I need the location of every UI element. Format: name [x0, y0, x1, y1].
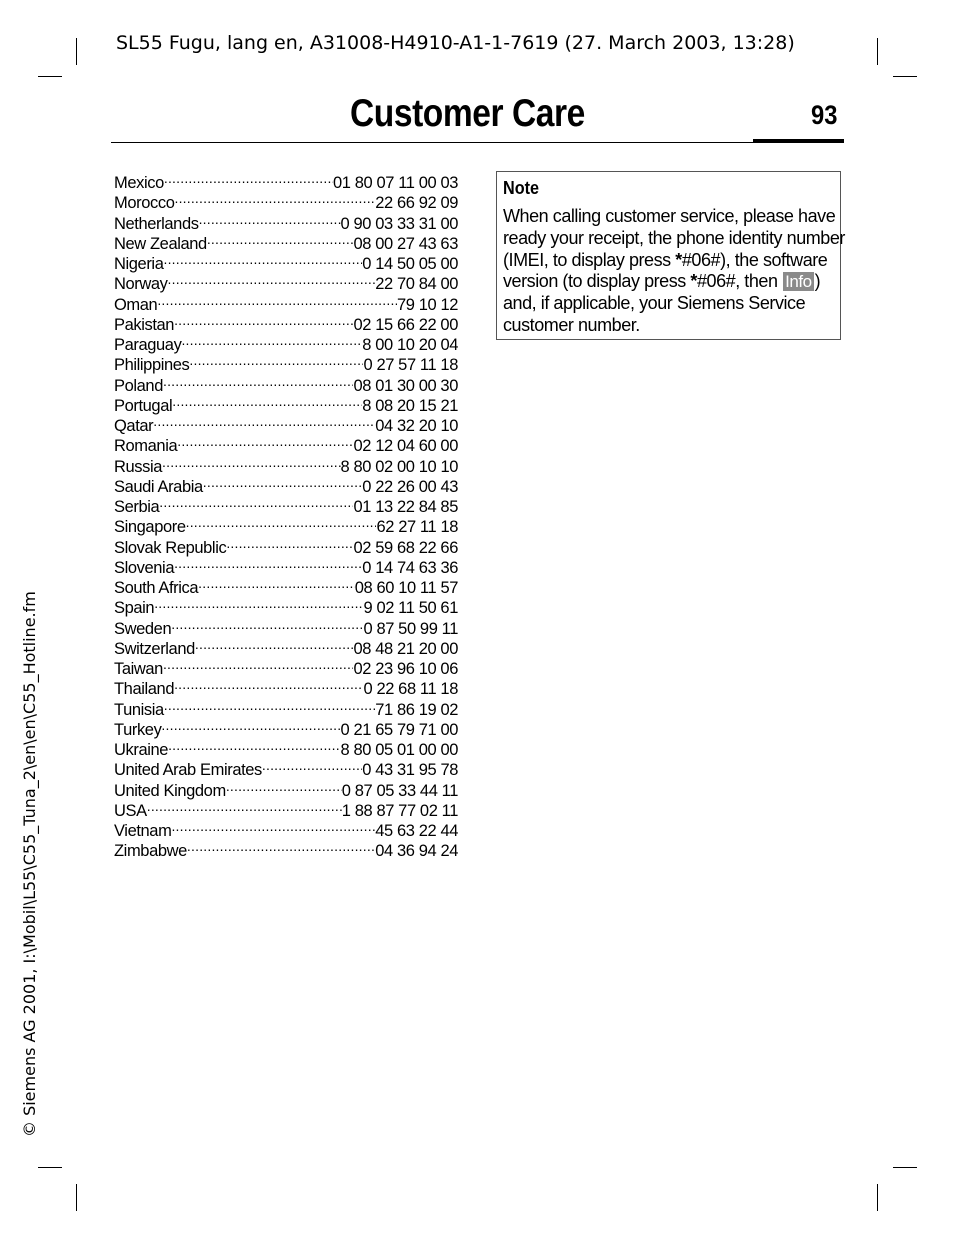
hotline-number: 45 63 22 44 — [375, 822, 458, 840]
dot-leader — [199, 209, 341, 229]
hotline-number: 9 02 11 50 61 — [363, 599, 458, 618]
hotline-country: Turkey — [114, 720, 162, 739]
star-key: * — [675, 249, 682, 270]
hotline-country: Netherlands — [114, 214, 199, 233]
hotline-country: USA — [114, 801, 147, 820]
document-meta-line: SL55 Fugu, lang en, A31008-H4910-A1-1-7619 (27. March 2003, 13:28) — [116, 32, 795, 54]
dot-leader — [203, 472, 362, 492]
note-title: Note — [503, 178, 539, 198]
hotline-number: 0 14 74 63 36 — [362, 558, 458, 577]
hotline-country: Switzerland — [114, 639, 195, 658]
hotline-country: Tunisia — [114, 700, 164, 719]
dot-leader — [161, 715, 340, 735]
hotline-number: 02 23 96 10 06 — [353, 660, 458, 678]
hotline-number: 02 15 66 22 00 — [353, 315, 458, 334]
dot-leader — [189, 350, 363, 370]
hotline-number: 02 12 04 60 00 — [353, 437, 458, 456]
hotline-country: Norway — [114, 275, 168, 294]
hotline-country: Singapore — [114, 518, 186, 537]
dot-leader — [262, 755, 362, 775]
hotline-country: Thailand — [114, 680, 175, 699]
hotline-number: 79 10 12 — [396, 295, 458, 314]
hotline-country: Philippines — [114, 356, 190, 375]
hotline-number: 0 22 68 11 18 — [363, 680, 458, 699]
info-softkey: Info — [785, 272, 812, 292]
page-title: Customer Care — [350, 92, 585, 135]
hotline-country: Mexico — [114, 174, 164, 192]
hotline-country: Morocco — [114, 194, 175, 213]
hotline-country: Slovak Republic — [114, 538, 227, 557]
hotline-country: Serbia — [114, 498, 160, 516]
note-text-part: #06#), the software version (to display press — [503, 249, 828, 292]
page-number: 93 — [811, 100, 838, 130]
dot-leader — [226, 776, 342, 796]
hotline-country: Sweden — [114, 619, 172, 638]
hotline-country: Zimbabwe — [114, 842, 187, 861]
hotline-country: Poland — [114, 376, 163, 395]
hotline-number: 0 87 50 99 11 — [363, 619, 458, 638]
hotline-country: Romania — [114, 437, 178, 456]
dot-leader — [172, 391, 362, 411]
hotline-number: 0 27 57 11 18 — [363, 356, 458, 375]
side-copyright-path: © Siemens AG 2001, I:\Mobil\L55\C55_Tuna_2\en\en\C55_Hotline.fm — [20, 591, 39, 1137]
hotline-country: Taiwan — [114, 660, 163, 678]
hotline-number: 8 00 10 20 04 — [362, 336, 458, 354]
hotline-row — [114, 168, 458, 192]
hotline-country: Russia — [114, 457, 163, 476]
title-rule — [111, 142, 753, 143]
hotline-number: 71 86 19 02 — [375, 700, 458, 719]
hotline-country: Portugal — [114, 396, 173, 415]
hotline-country: Paraguay — [114, 336, 182, 354]
dot-leader — [171, 816, 375, 836]
dot-leader — [163, 654, 354, 674]
hotline-number: 22 66 92 09 — [375, 194, 458, 213]
hotline-country: Qatar — [114, 417, 154, 435]
note-text-part: When calling customer service, please have ready your receipt, the phone identity number (IMEI, to display press — [503, 206, 845, 270]
hotline-number: 08 00 27 43 63 — [353, 234, 458, 253]
hotline-country: Oman — [114, 295, 158, 314]
dot-leader — [181, 330, 362, 350]
hotline-number: 08 01 30 00 30 — [353, 376, 458, 395]
crop-mark-bottom-right-vertical — [877, 1184, 878, 1211]
dot-leader — [168, 735, 340, 755]
title-rule-accent — [753, 139, 844, 143]
dot-leader — [164, 695, 375, 715]
hotline-list — [114, 168, 458, 861]
hotline-number: 0 22 26 00 43 — [362, 477, 458, 496]
dot-leader — [186, 512, 377, 532]
hotline-number: 0 43 31 95 78 — [362, 761, 458, 780]
hotline-number: 0 14 50 05 00 — [362, 255, 458, 273]
hotline-number: 01 80 07 11 00 03 — [332, 174, 458, 192]
dot-leader — [226, 533, 353, 553]
dot-leader — [207, 229, 354, 249]
dot-leader — [174, 553, 362, 573]
dot-leader — [164, 168, 333, 188]
hotline-country: Pakistan — [114, 315, 175, 334]
hotline-country: Spain — [114, 599, 155, 618]
crop-mark-top-left-vertical — [76, 38, 77, 65]
hotline-number: 02 59 68 22 66 — [353, 538, 458, 557]
dot-leader — [163, 371, 354, 391]
dot-leader — [168, 269, 376, 289]
dot-leader — [153, 411, 375, 431]
crop-mark-bottom-left-horizontal — [38, 1167, 62, 1168]
hotline-number: 22 70 84 00 — [375, 275, 458, 294]
crop-mark-top-right-horizontal — [893, 76, 917, 77]
hotline-country: Vietnam — [114, 822, 172, 840]
hotline-number: 8 80 05 01 00 00 — [340, 741, 458, 759]
hotline-number: 1 88 87 77 02 11 — [341, 801, 458, 820]
hotline-country: United Arab Emirates — [114, 761, 262, 780]
hotline-country: South Africa — [114, 579, 199, 597]
hotline-country: Ukraine — [114, 741, 169, 759]
hotline-number: 62 27 11 18 — [376, 518, 458, 537]
dot-leader — [198, 573, 355, 593]
dot-leader — [171, 614, 363, 634]
note-text-part: ) and, if applicable, your Siemens Service customer number. — [503, 271, 821, 335]
dot-leader — [177, 431, 353, 451]
dot-leader — [162, 452, 340, 472]
hotline-number: 01 13 22 84 85 — [353, 498, 458, 516]
hotline-country: New Zealand — [114, 234, 207, 253]
dot-leader — [157, 290, 397, 310]
hotline-number: 8 80 02 00 10 10 — [340, 457, 458, 476]
crop-mark-top-right-vertical — [877, 38, 878, 65]
crop-mark-bottom-left-vertical — [76, 1184, 77, 1211]
star-key: * — [690, 271, 697, 292]
hotline-number: 0 21 65 79 71 00 — [340, 720, 458, 739]
hotline-number: 04 36 94 24 — [375, 842, 458, 861]
dot-leader — [187, 836, 375, 856]
hotline-number: 8 08 20 15 21 — [362, 396, 458, 415]
hotline-country: Slovenia — [114, 558, 175, 577]
dot-leader — [174, 188, 375, 208]
crop-mark-top-left-horizontal — [38, 76, 62, 77]
dot-leader — [147, 796, 342, 816]
dot-leader — [154, 593, 363, 613]
note-body — [503, 206, 848, 337]
hotline-number: 0 87 05 33 44 11 — [341, 781, 458, 800]
note-text-part: #06#, then — [696, 271, 783, 292]
dot-leader — [195, 634, 354, 654]
hotline-country: United Kingdom — [114, 781, 226, 800]
dot-leader — [174, 674, 363, 694]
note-box — [496, 171, 845, 340]
hotline-number: 08 60 10 11 57 — [354, 579, 458, 597]
dot-leader — [163, 249, 362, 269]
dot-leader — [159, 492, 353, 512]
hotline-number: 08 48 21 20 00 — [353, 639, 458, 658]
hotline-country: Nigeria — [114, 255, 164, 273]
hotline-country: Saudi Arabia — [114, 477, 203, 496]
dot-leader — [174, 310, 353, 330]
crop-mark-bottom-right-horizontal — [893, 1167, 917, 1168]
hotline-number: 0 90 03 33 31 00 — [340, 214, 458, 233]
hotline-number: 04 32 20 10 — [375, 417, 458, 435]
